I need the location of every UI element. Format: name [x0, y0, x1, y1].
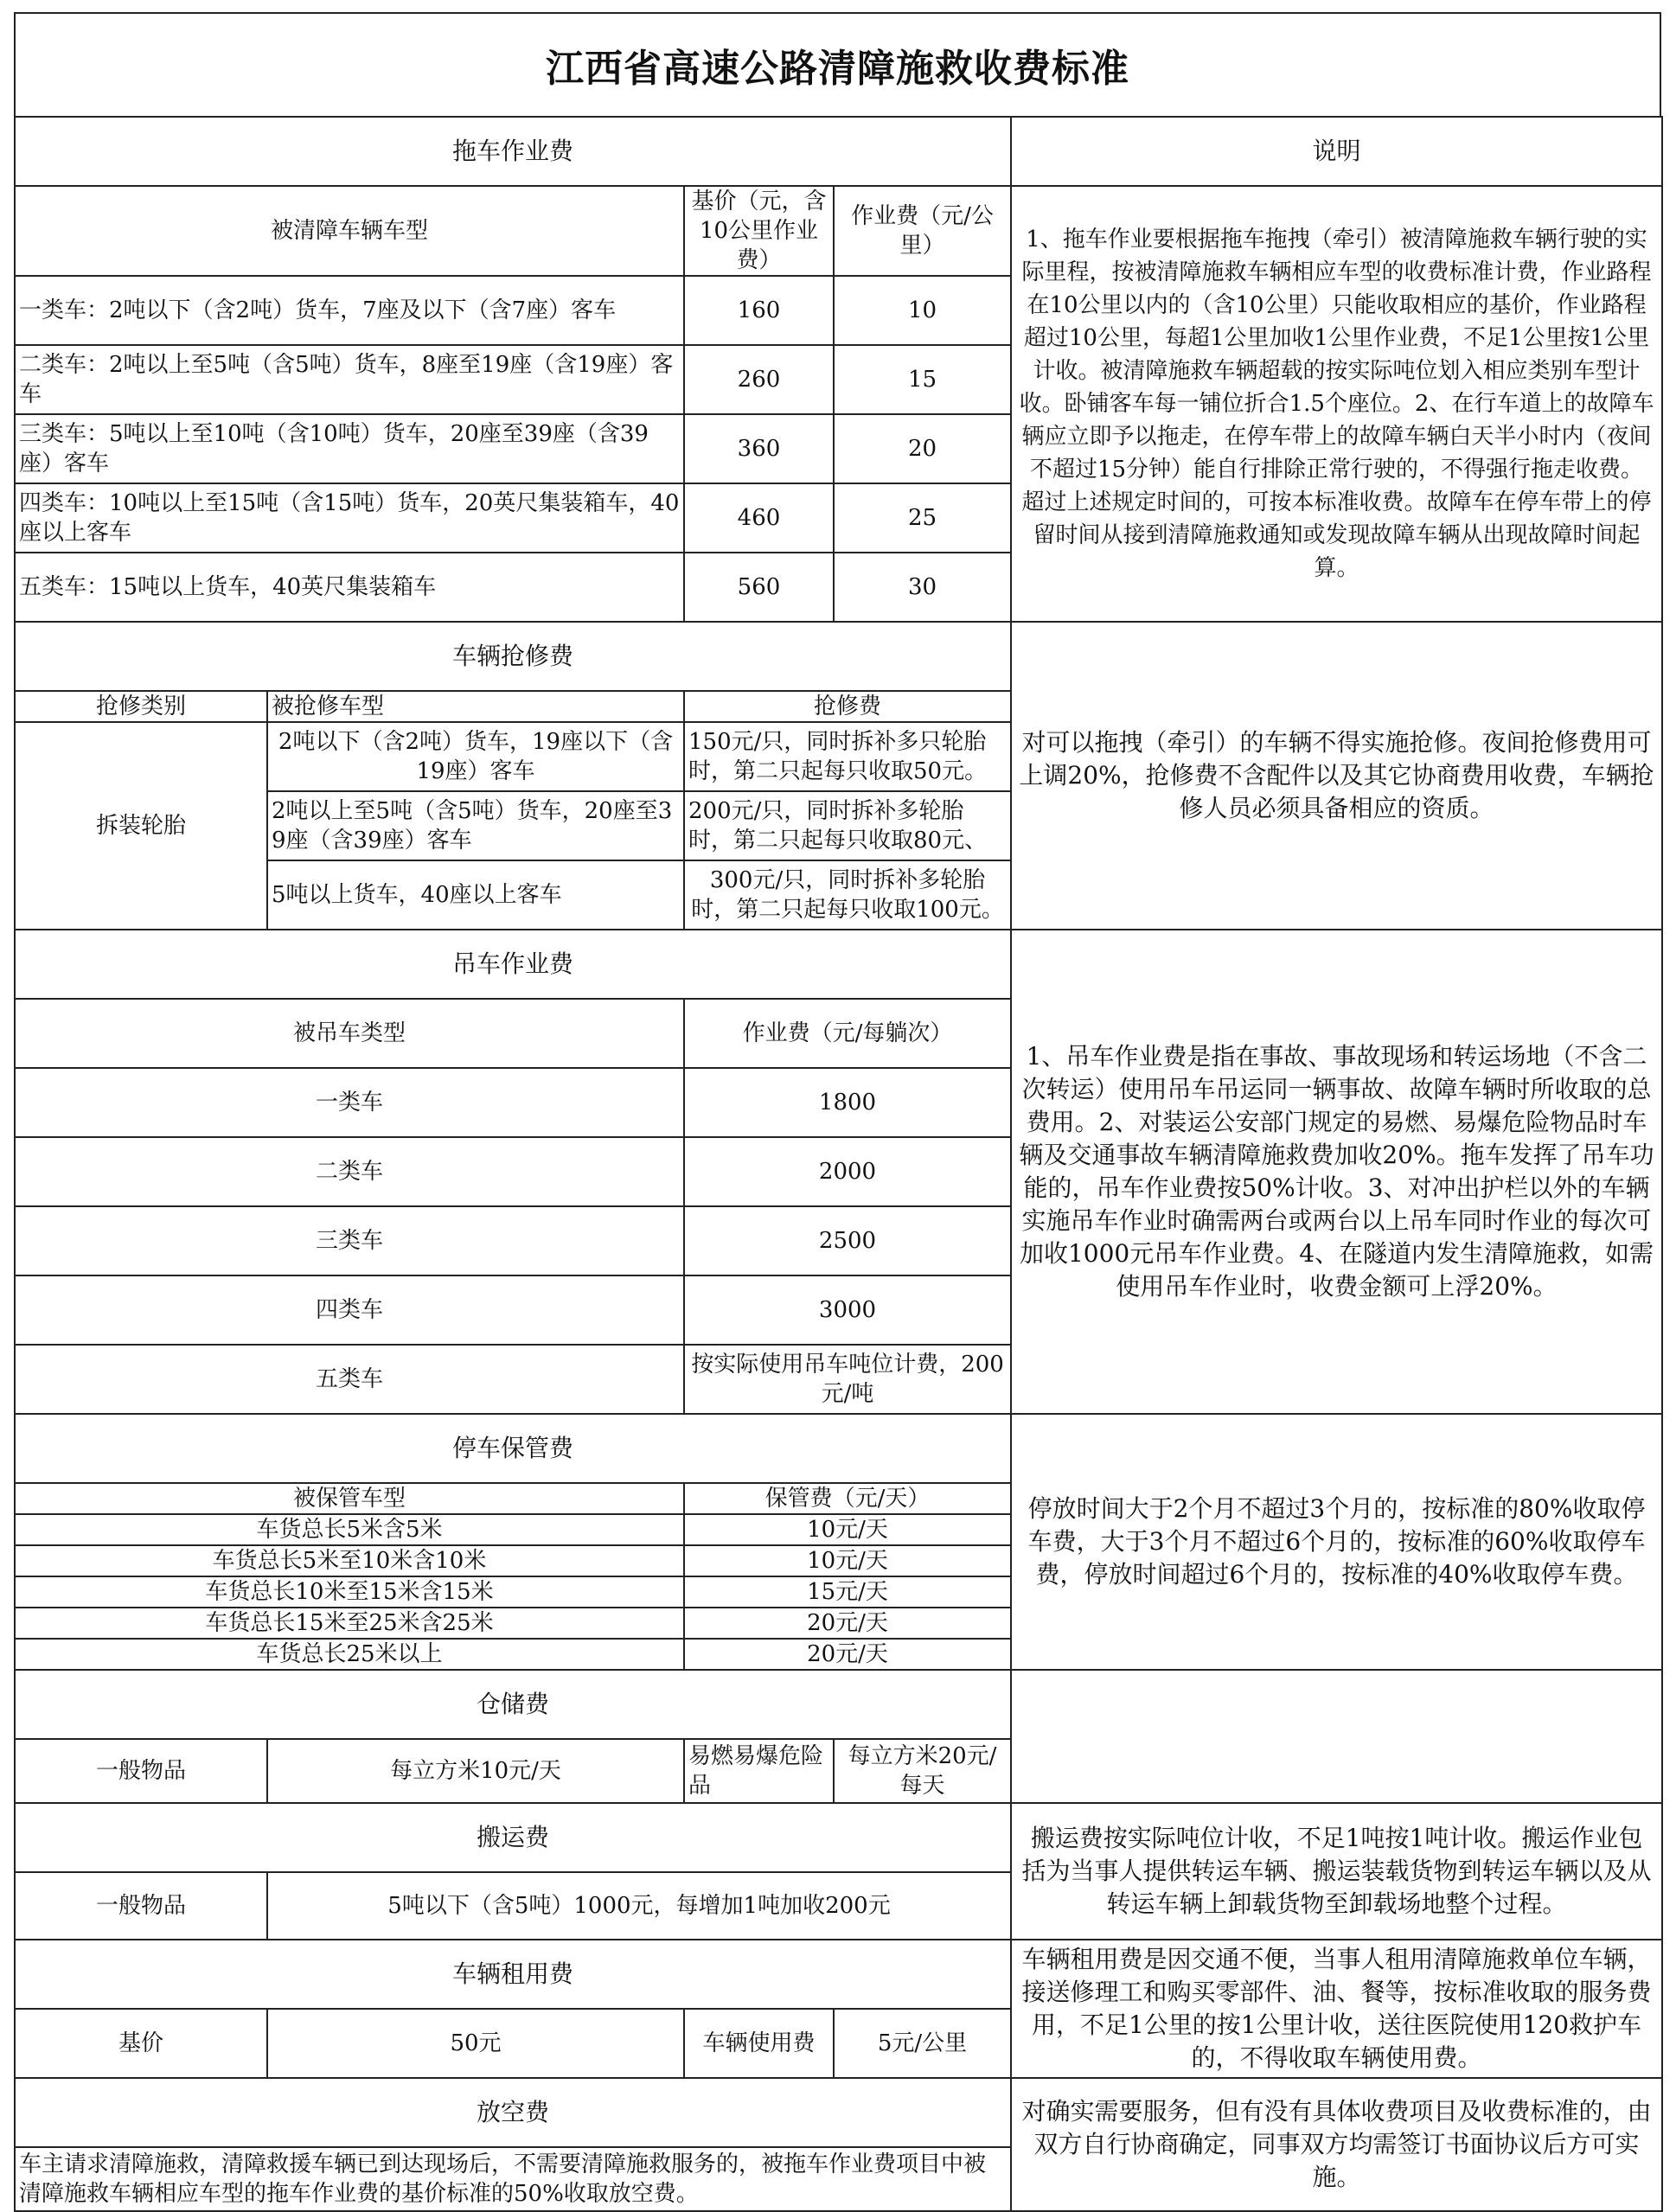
repair-kind-cell: 拆装轮胎 [15, 722, 267, 930]
vehicle-type-cell: 二类车：2吨以上至5吨（含5吨）货车，8座至19座（含19座）客车 [15, 345, 684, 414]
empty-note: 对确实需要服务，但有没有具体收费项目及收费标准的，由双方自行协商确定，同事双方均需签订书面协议后方可实施。 [1011, 2078, 1662, 2211]
repair-note: 对可以拖拽（牵引）的车辆不得实施抢修。夜间抢修费用可上调20%，抢修费不含配件以及其它协商费用收费，车辆抢修人员必须具备相应的资质。 [1011, 622, 1662, 930]
parking-vehicle-cell: 车货总长5米至10米含10米 [15, 1545, 684, 1576]
rate-cell: 20 [834, 414, 1011, 483]
parking-vehicle-cell: 车货总长15米至25米含25米 [15, 1608, 684, 1639]
empty-fee-text: 车主请求清障施救，清障救援车辆已到达现场后，不需要清障施救服务的，被拖车作业费项目中被清障施救车辆相应车型的拖车作业费的基价标准的50%收取放空费。 [15, 2147, 1011, 2211]
col-header-base-price: 基价（元，含10公里作业费） [684, 186, 834, 276]
rent-base-label: 基价 [15, 2009, 267, 2078]
crane-fee-cell: 2000 [684, 1137, 1011, 1206]
rent-use-value: 5元/公里 [834, 2009, 1011, 2078]
section-header-storage: 仓储费 [15, 1670, 1011, 1739]
repair-fee-cell: 150元/只，同时拆补多只轮胎时，第二只起每只收取50元。 [684, 722, 1011, 791]
repair-fee-cell: 300元/只，同时拆补多轮胎时，第二只起每只收取100元。 [684, 860, 1011, 930]
storage-hazard-fee: 每立方米20元/每天 [834, 1739, 1011, 1803]
col-header-parking-vehicle: 被保管车型 [15, 1483, 684, 1514]
repair-vehicle-cell: 5吨以上货车，40座以上客车 [267, 860, 684, 930]
parking-fee-cell: 20元/天 [684, 1608, 1011, 1639]
vehicle-type-cell: 三类车：5吨以上至10吨（含10吨）货车，20座至39座（含39座）客车 [15, 414, 684, 483]
section-header-repair: 车辆抢修费 [15, 622, 1011, 691]
rate-cell: 25 [834, 483, 1011, 553]
storage-hazard-label: 易燃易爆危险品 [684, 1739, 834, 1803]
col-header-repair-fee: 抢修费 [684, 691, 1011, 722]
base-price-cell: 460 [684, 483, 834, 553]
parking-vehicle-cell: 车货总长25米以上 [15, 1639, 684, 1670]
crane-vehicle-cell: 四类车 [15, 1275, 684, 1345]
vehicle-type-cell: 一类车：2吨以下（含2吨）货车，7座及以下（含7座）客车 [15, 276, 684, 345]
rent-use-label: 车辆使用费 [684, 2009, 834, 2078]
col-header-parking-fee: 保管费（元/天） [684, 1483, 1011, 1514]
haul-fee-cell: 5吨以下（含5吨）1000元，每增加1吨加收200元 [267, 1872, 1011, 1940]
rate-cell: 30 [834, 553, 1011, 622]
base-price-cell: 360 [684, 414, 834, 483]
parking-fee-cell: 10元/天 [684, 1545, 1011, 1576]
vehicle-type-cell: 五类车：15吨以上货车，40英尺集装箱车 [15, 553, 684, 622]
base-price-cell: 160 [684, 276, 834, 345]
fee-table [14, 116, 1663, 2212]
tow-note: 1、拖车作业要根据拖车拖拽（牵引）被清障施救车辆行驶的实际里程，按被清障施救车辆相应车型的收费标准计费，作业路程在10公里以内的（含10公里）只能收取相应的基价，作业路程超过10公里，每超1公里加收1公里作业费，不足1公里按1公里计收。被清障施救车辆超载的按实际吨位划入相应类别车型计收。卧铺客车每一铺位折合1.5个座位。2、在行车道上的故障车辆应立即予以拖走，在停车带上的故障车辆白天半小时内（夜间不超过15分钟）能自行排除正常行驶的，不得强行拖走收费。超过上述规定时间的，可按本标准收费。故障车在停车带上的停留时间从接到清障施救通知或发现故障车辆从出现故障时间起算。 [1011, 186, 1662, 622]
fee-standard-sheet [14, 12, 1661, 2212]
parking-fee-cell: 20元/天 [684, 1639, 1011, 1670]
section-header-parking: 停车保管费 [15, 1414, 1011, 1483]
crane-vehicle-cell: 三类车 [15, 1206, 684, 1275]
base-price-cell: 260 [684, 345, 834, 414]
crane-vehicle-cell: 二类车 [15, 1137, 684, 1206]
parking-note: 停放时间大于2个月不超过3个月的，按标准的80%收取停车费，大于3个月不超过6个月的，按标准的60%收取停车费，停放时间超过6个月的，按标准的40%收取停车费。 [1011, 1414, 1662, 1670]
section-header-note: 说明 [1011, 117, 1662, 186]
crane-vehicle-cell: 五类车 [15, 1345, 684, 1414]
storage-note-empty [1011, 1670, 1662, 1803]
storage-general-fee: 每立方米10元/天 [267, 1739, 684, 1803]
col-header-crane-vehicle: 被吊车类型 [15, 999, 684, 1068]
col-header-repair-kind: 抢修类别 [15, 691, 267, 722]
repair-vehicle-cell: 2吨以上至5吨（含5吨）货车，20座至39座（含39座）客车 [267, 791, 684, 860]
haul-note: 搬运费按实际吨位计收，不足1吨按1吨计收。搬运作业包括为当事人提供转运车辆、搬运装载货物到转运车辆以及从转运车辆上卸载货物至卸载场地整个过程。 [1011, 1803, 1662, 1940]
rate-cell: 10 [834, 276, 1011, 345]
crane-note: 1、吊车作业费是指在事故、事故现场和转运场地（不含二次转运）使用吊车吊运同一辆事故、故障车辆时所收取的总费用。2、对装运公安部门规定的易燃、易爆危险物品时车辆及交通事故车辆清障施救费加收20%。拖车发挥了吊车功能的，吊车作业费按50%计收。3、对冲出护栏以外的车辆实施吊车作业时确需两台或两台以上吊车同时作业的每次可加收1000元吊车作业费。4、在隧道内发生清障施救，如需使用吊车作业时，收费金额可上浮20%。 [1011, 930, 1662, 1414]
crane-vehicle-cell: 一类车 [15, 1068, 684, 1137]
rent-note: 车辆租用费是因交通不便，当事人租用清障施救单位车辆，接送修理工和购买零部件、油、餐等，按标准收取的服务费用，不足1公里的按1公里计收，送往医院使用120救护车的，不得收取车辆使用费。 [1011, 1940, 1662, 2078]
crane-fee-cell: 3000 [684, 1275, 1011, 1345]
section-header-empty: 放空费 [15, 2078, 1011, 2147]
col-header-vehicle-type: 被清障车辆车型 [15, 186, 684, 276]
crane-fee-cell: 2500 [684, 1206, 1011, 1275]
parking-fee-cell: 10元/天 [684, 1514, 1011, 1545]
page-title: 江西省高速公路清障施救收费标准 [14, 12, 1661, 116]
col-header-repair-vehicle: 被抢修车型 [267, 691, 684, 722]
col-header-rate: 作业费（元/公里） [834, 186, 1011, 276]
base-price-cell: 560 [684, 553, 834, 622]
section-header-crane: 吊车作业费 [15, 930, 1011, 999]
section-header-haul: 搬运费 [15, 1803, 1011, 1872]
storage-general-label: 一般物品 [15, 1739, 267, 1803]
parking-fee-cell: 15元/天 [684, 1576, 1011, 1608]
vehicle-type-cell: 四类车：10吨以上至15吨（含15吨）货车，20英尺集装箱车，40座以上客车 [15, 483, 684, 553]
parking-vehicle-cell: 车货总长5米含5米 [15, 1514, 684, 1545]
crane-fee-cell: 1800 [684, 1068, 1011, 1137]
section-header-rent: 车辆租用费 [15, 1940, 1011, 2009]
rent-base-value: 50元 [267, 2009, 684, 2078]
repair-fee-cell: 200元/只，同时拆补多轮胎时，第二只起每只收取80元、 [684, 791, 1011, 860]
crane-fee-cell: 按实际使用吊车吨位计费，200元/吨 [684, 1345, 1011, 1414]
col-header-crane-fee: 作业费（元/每躺次） [684, 999, 1011, 1068]
repair-vehicle-cell: 2吨以下（含2吨）货车，19座以下（含19座）客车 [267, 722, 684, 791]
rate-cell: 15 [834, 345, 1011, 414]
haul-item-label: 一般物品 [15, 1872, 267, 1940]
parking-vehicle-cell: 车货总长10米至15米含15米 [15, 1576, 684, 1608]
section-header-tow: 拖车作业费 [15, 117, 1011, 186]
